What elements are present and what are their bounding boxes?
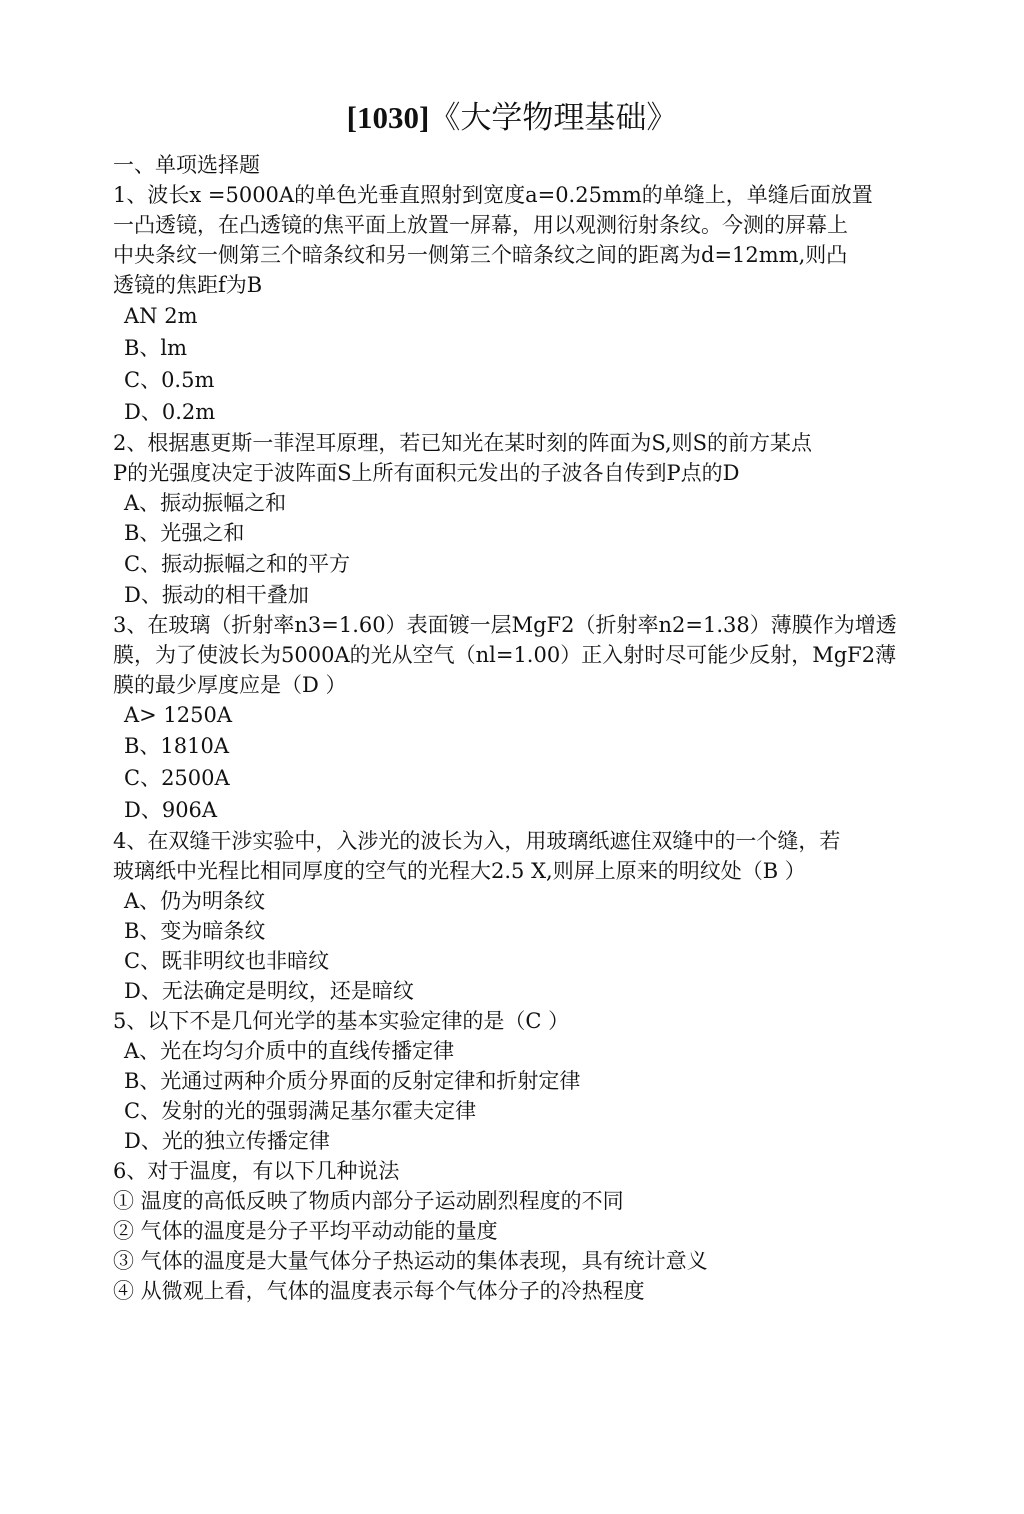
option-c: C、发射的光的强弱满足基尔霍夫定律 (124, 1099, 477, 1123)
option-a: AN 2m (124, 304, 198, 328)
option-a: A> 1250A (124, 703, 233, 727)
question-line: 一凸透镜，在凸透镜的焦平面上放置一屏幕，用以观测衍射条纹。今测的屏幕上 (113, 213, 848, 237)
statement-1: ① 温度的高低反映了物质内部分子运动剧烈程度的不同 (113, 1189, 624, 1213)
option-c: C、振动振幅之和的平方 (124, 552, 351, 576)
statement-2: ② 气体的温度是分子平均平动动能的量度 (113, 1219, 498, 1243)
question-line: 玻璃纸中光程比相同厚度的空气的光程大2.5 X,则屏上原来的明纹处（B ） (113, 859, 806, 883)
question-4 (113, 826, 913, 1006)
question-text (113, 610, 913, 700)
option-a: A、光在均匀介质中的直线传播定律 (124, 1039, 455, 1063)
question-6 (113, 1156, 913, 1306)
option-d: D、振动的相干叠加 (124, 583, 309, 607)
question-line: 中央条纹一侧第三个暗条纹和另一侧第三个暗条纹之间的距离为d=12mm,则凸 (113, 243, 848, 267)
question-line: 1、波长x =5000A的单色光垂直照射到宽度a=0.25mm的单缝上，单缝后面放置 (113, 183, 873, 207)
statement-3: ③ 气体的温度是大量气体分子热运动的集体表现，具有统计意义 (113, 1249, 708, 1273)
option-d: D、906A (124, 798, 218, 822)
option-c: C、既非明纹也非暗纹 (124, 949, 330, 973)
statement-4: ④ 从微观上看，气体的温度表示每个气体分子的冷热程度 (113, 1279, 645, 1303)
option-d: D、无法确定是明纹，还是暗纹 (124, 979, 414, 1003)
option-a: A、仍为明条纹 (124, 889, 266, 913)
option-b: B、lm (124, 336, 188, 360)
option-c: C、2500A (124, 766, 230, 790)
option-b: B、1810A (124, 734, 230, 758)
option-c: C、0.5m (124, 368, 215, 392)
question-text (113, 826, 913, 886)
question-line: 3、在玻璃（折射率n3=1.60）表面镀一层MgF2（折射率n2=1.38）薄膜作为增透 (113, 613, 897, 637)
course-code: [1030] (346, 100, 430, 135)
question-line: 透镜的焦距f为B (113, 273, 263, 297)
question-text (113, 1156, 913, 1186)
question-line: 6、对于温度，有以下几种说法 (113, 1159, 400, 1183)
question-line: 2、根据惠更斯一菲涅耳原理，若已知光在某时刻的阵面为S,则S的前方某点 (113, 431, 813, 455)
question-5 (113, 1006, 913, 1156)
question-line: 4、在双缝干涉实验中，入涉光的波长为入，用玻璃纸遮住双缝中的一个缝，若 (113, 829, 841, 853)
question-text (113, 180, 913, 300)
page-title (0, 98, 1024, 138)
option-b: B、光强之和 (124, 521, 245, 545)
question-line: 膜的最少厚度应是（D ） (113, 673, 347, 697)
option-d: D、0.2m (124, 400, 216, 424)
question-line: 5、以下不是几何光学的基本实验定律的是（C ） (113, 1009, 570, 1033)
question-1 (113, 180, 913, 428)
document-body (113, 150, 913, 1306)
question-line: 膜，为了使波长为5000A的光从空气（nl=1.00）正入射时尽可能少反射，MgF2薄 (113, 643, 897, 667)
option-a: A、振动振幅之和 (124, 491, 287, 515)
question-text (113, 1006, 913, 1036)
course-name: 《大学物理基础》 (429, 100, 678, 136)
question-line: P的光强度决定于波阵面S上所有面积元发出的子波各自传到P点的D (113, 461, 740, 485)
question-text (113, 428, 913, 488)
option-b: B、变为暗条纹 (124, 919, 266, 943)
option-b: B、光通过两种介质分界面的反射定律和折射定律 (124, 1069, 581, 1093)
question-3 (113, 610, 913, 826)
option-d: D、光的独立传播定律 (124, 1129, 330, 1153)
section-heading: 一、单项选择题 (113, 153, 260, 177)
question-2 (113, 428, 913, 610)
